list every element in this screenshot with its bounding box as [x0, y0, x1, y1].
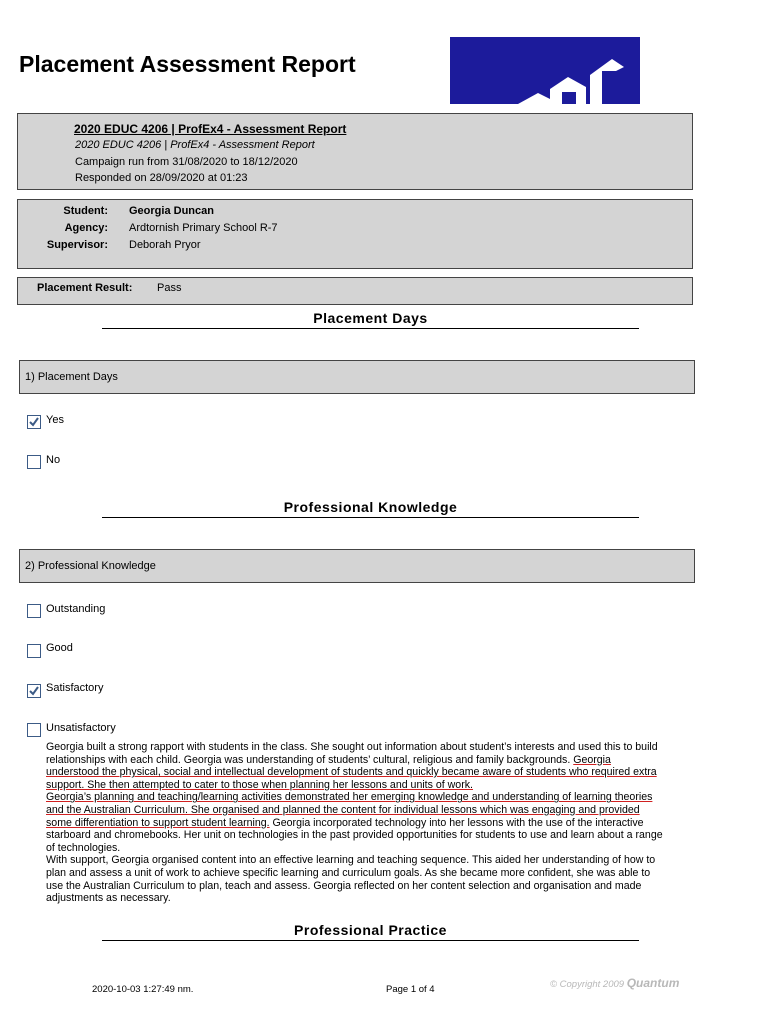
- course-title: 2020 EDUC 4206 | ProfEx4 - Assessment Report: [74, 122, 347, 136]
- section-professional-knowledge: Professional Knowledge: [102, 499, 639, 518]
- student-label: Student:: [63, 205, 108, 217]
- footer-copyright: [550, 976, 679, 990]
- copyright-text: © Copyright 2009: [550, 979, 627, 990]
- comment-underlined: Georgia’s planning and teaching/learning activities demonstrated her emerging knowledge and understanding of learning theories and the Australian Curriculum. She organised and planned the content for individual lessons which was engaging and provided some differentiation to support student learning.: [46, 791, 653, 829]
- checkbox-no[interactable]: [27, 455, 41, 469]
- checkbox-yes[interactable]: [27, 415, 41, 429]
- footer-timestamp: 2020-10-03 1:27:49 nm.: [92, 984, 194, 995]
- question-1-header: [19, 360, 695, 394]
- option-good-label: Good: [46, 642, 73, 654]
- placement-result-box: [17, 277, 693, 305]
- report-header-box: [17, 113, 693, 190]
- checkmark-icon: [28, 416, 40, 428]
- agency-label: Agency:: [64, 222, 108, 234]
- checkbox-outstanding[interactable]: [27, 604, 41, 618]
- checkbox-satisfactory[interactable]: [27, 684, 41, 698]
- footer-page-number: Page 1 of 4: [386, 984, 435, 995]
- option-outstanding-label: Outstanding: [46, 603, 106, 615]
- supervisor-comment: [46, 741, 666, 905]
- checkbox-good[interactable]: [27, 644, 41, 658]
- campaign-dates: Campaign run from 31/08/2020 to 18/12/2020: [75, 156, 298, 168]
- page-title: Placement Assessment Report: [19, 51, 356, 77]
- option-satisfactory-label: Satisfactory: [46, 682, 104, 694]
- company-logo: [450, 37, 640, 104]
- question-2-header: [19, 549, 695, 583]
- course-subtitle: 2020 EDUC 4206 | ProfEx4 - Assessment Report: [75, 139, 315, 151]
- student-name: Georgia Duncan: [129, 205, 214, 217]
- option-unsatisfactory-label: Unsatisfactory: [46, 722, 116, 734]
- comment-text: Georgia built a strong rapport with students in the class. She sought out information about student’s interests and used this to build relationships with each child. Georgia was understanding of students’ cultural, religious and family backgrounds.: [46, 741, 658, 766]
- section-placement-days: Placement Days: [102, 310, 639, 329]
- section-professional-practice: Professional Practice: [102, 922, 639, 941]
- agency-name: Ardtornish Primary School R-7: [129, 222, 278, 234]
- option-no-label: No: [46, 454, 61, 466]
- responded-date: Responded on 28/09/2020 at 01:23: [75, 172, 248, 184]
- supervisor-name: Deborah Pryor: [129, 239, 201, 251]
- placement-result-value: Pass: [157, 282, 182, 294]
- comment-underlined: Georgia understood the physical, social and intellectual development of students and quickly became aware of students who required extra support. She then attempted to cater to those when planning her lessons and units of work.: [46, 753, 657, 791]
- option-yes-label: Yes: [46, 414, 64, 426]
- student-info-box: [17, 199, 693, 269]
- comment-text: With support, Georgia organised content into an effective learning and teaching sequence. This aided her understanding of how to plan and assess a unit of work to achieve specific learning and curriculum goals. As she became more confident, she was able to use the Australian Curriculum to plan, teach and assess. Georgia reflected on her content selection and organisation and made adjustments as necessary.: [46, 854, 656, 905]
- checkbox-unsatisfactory[interactable]: [27, 723, 41, 737]
- copyright-brand: Quantum: [626, 976, 680, 990]
- question-1-title: 1) Placement Days: [25, 371, 118, 383]
- checkmark-icon: [28, 685, 40, 697]
- question-2-title: 2) Professional Knowledge: [25, 560, 156, 572]
- placement-result-label: Placement Result:: [37, 282, 133, 294]
- supervisor-label: Supervisor:: [46, 239, 108, 251]
- comment-text: Georgia incorporated technology into her lessons with the use of the interactive starboard and chromebooks. Her unit on technologies in the past provided opportunities for students to use and learn about a range of technologies.: [46, 816, 663, 854]
